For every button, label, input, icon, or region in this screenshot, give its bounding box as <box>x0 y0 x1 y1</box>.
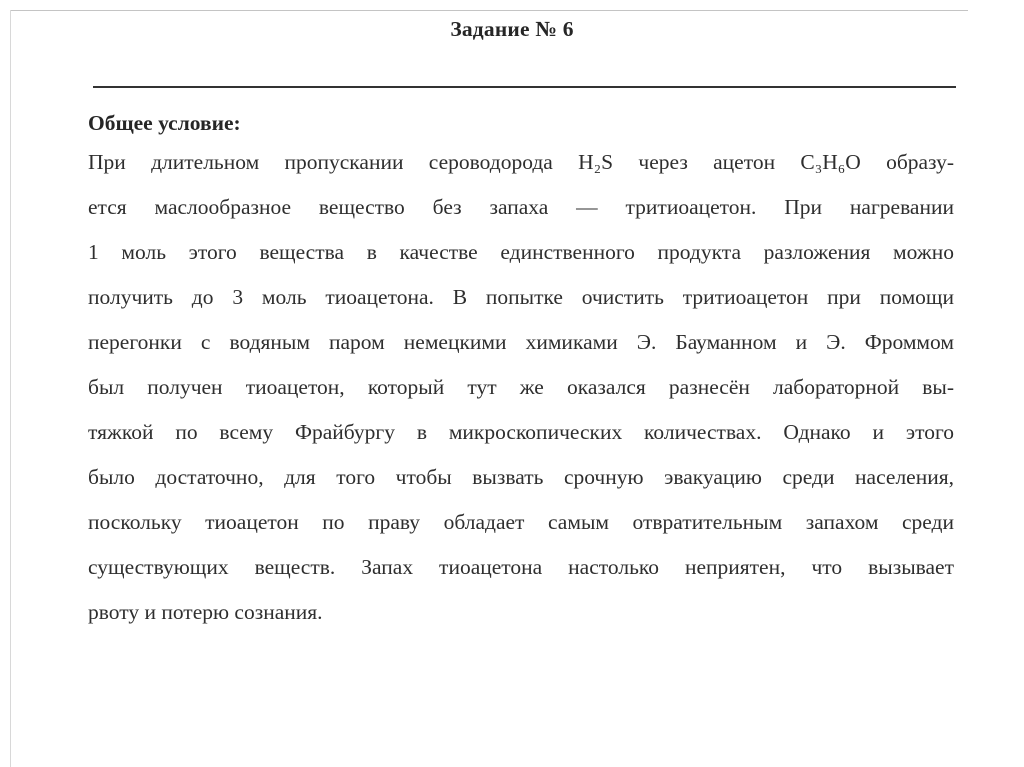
title-divider <box>93 86 956 88</box>
left-border <box>10 10 11 767</box>
text-line: поскольку тиоацетон по праву обладает самым отвратительным запахом среди <box>88 510 954 534</box>
text-line: существующих веществ. Запах тиоацетона настолько неприятен, что вызывает <box>88 555 954 579</box>
text-line: рвоту и потерю сознания. <box>88 600 323 624</box>
text-line: перегонки с водяным паром немецкими химиками Э. Бауманном и Э. Фроммом <box>88 330 954 354</box>
text-line: тяжкой по всему Фрайбургу в микроскопических количествах. Однако и этого <box>88 420 954 444</box>
text-line: был получен тиоацетон, который тут же оказался разнесён лабораторной вы- <box>88 375 954 399</box>
page-title: Задание № 6 <box>450 17 574 41</box>
condition-block <box>88 108 954 635</box>
text-line: было достаточно, для того чтобы вызвать срочную эвакуацию среди населения, <box>88 465 954 489</box>
condition-heading: Общее условие: <box>88 111 241 135</box>
top-border <box>10 10 968 11</box>
text-line: получить до 3 моль тиоацетона. В попытке очистить тритиоацетон при помощи <box>88 285 954 309</box>
text-line: ется маслообразное вещество без запаха — тритиоацетон. При нагревании <box>88 195 954 219</box>
text-line: 1 моль этого вещества в качестве единственного продукта разложения можно <box>88 240 954 264</box>
text-line: При длительном пропускании сероводорода H₂S через ацетон C₃H₆O образу- <box>88 150 954 174</box>
